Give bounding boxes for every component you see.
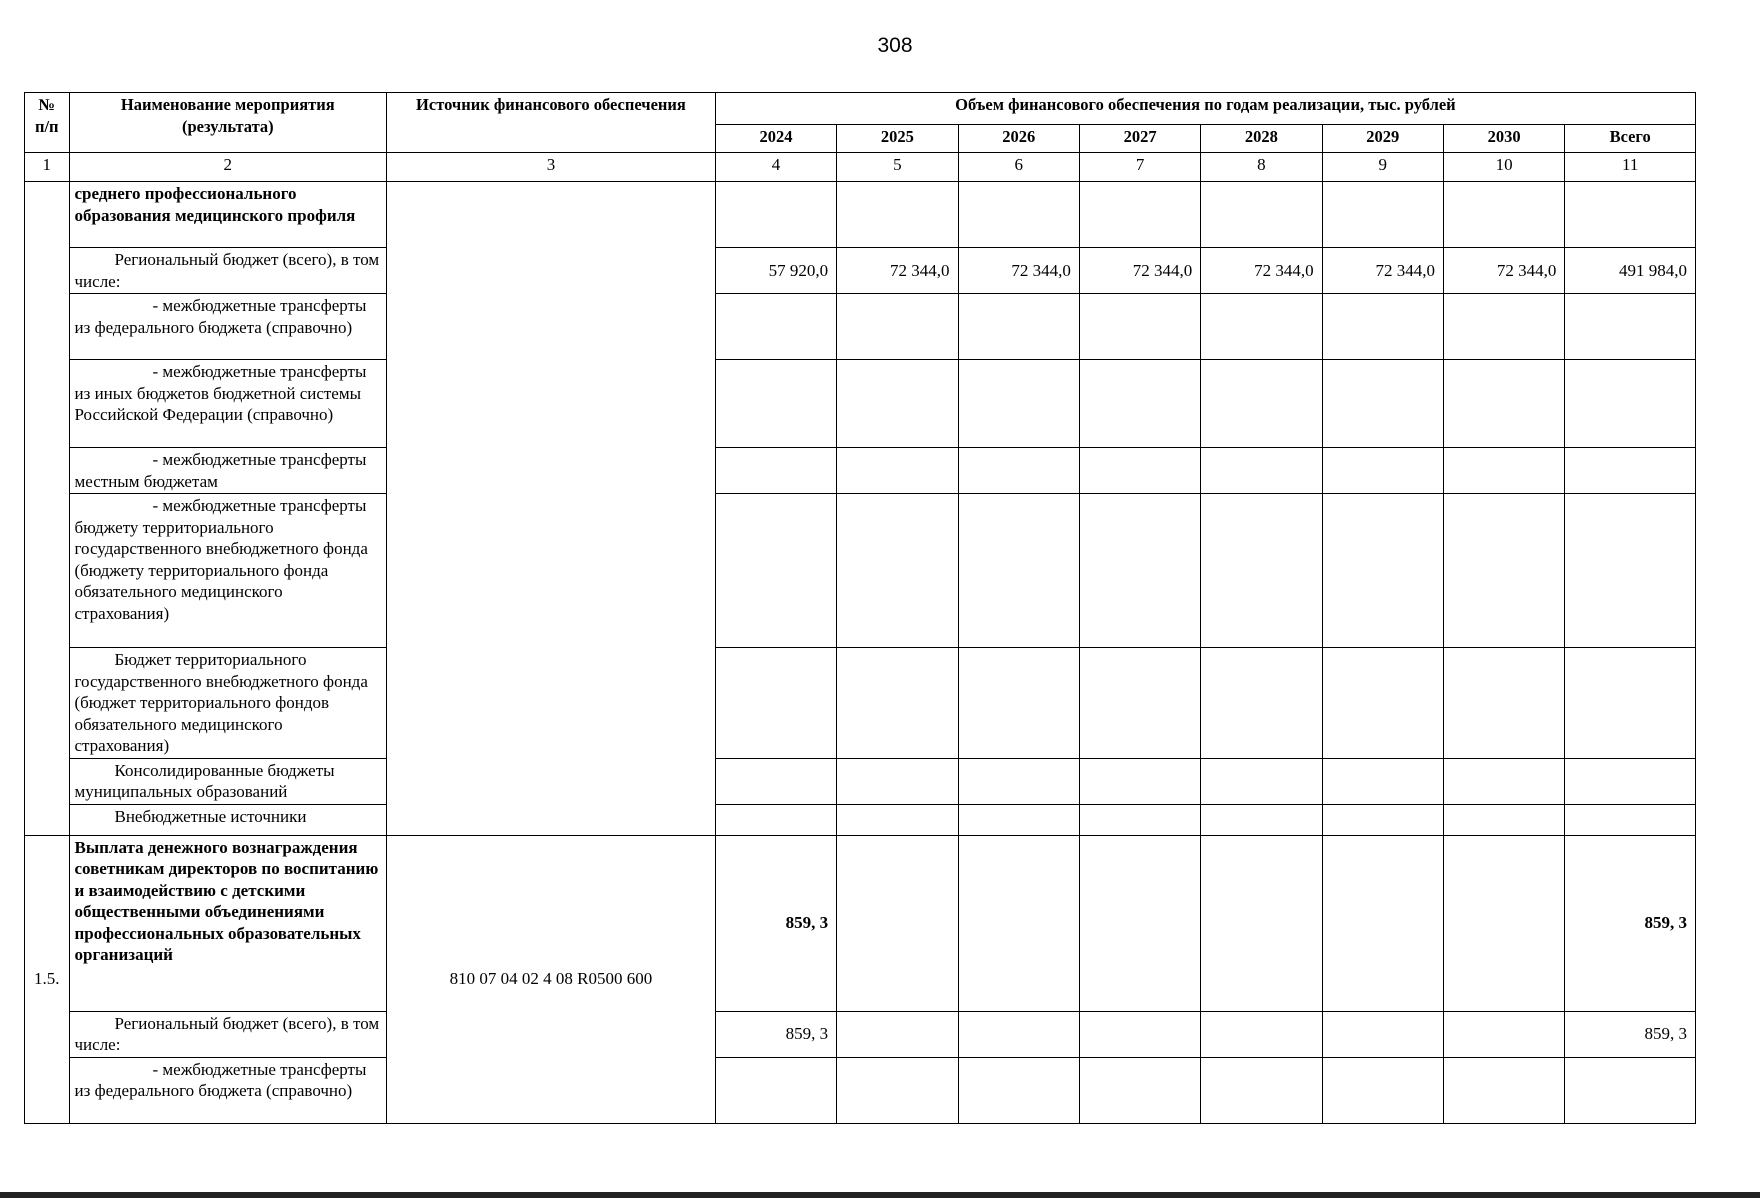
value-total: 859, 3 [1565,1011,1696,1057]
table-row [25,448,1696,494]
table-row [25,248,1696,294]
event-title: Выплата денежного вознаграждения советникам директоров по воспитанию и взаимодействию с детскими общественными объединениями профессиональных образовательных организаций [69,835,387,1011]
row-label: Бюджет территориального государственного внебюджетного фонда (бюджет территориального фондов обязательного медицинского страхования) [69,648,387,759]
header-col-source: Источник финансового обеспечения [387,93,716,153]
header-year: 2024 [715,125,836,153]
header-year: 2030 [1443,125,1564,153]
table-row [25,1057,1696,1123]
page-number: 308 [877,34,913,57]
row-label: Внебюджетные источники [69,804,387,835]
column-number: 8 [1201,153,1322,182]
source-cell [387,182,716,836]
column-number: 3 [387,153,716,182]
row-label: Консолидированные бюджеты муниципальных образований [69,758,387,804]
header-col-number: № п/п [25,93,70,153]
value-2027: 72 344,0 [1079,248,1200,294]
value-total: 491 984,0 [1565,248,1696,294]
value-total: 859, 3 [1565,835,1696,1011]
row-label: Региональный бюджет (всего), в том числе: [69,1011,387,1057]
value-2030: 72 344,0 [1443,248,1564,294]
header-col-name: Наименование мероприятия (результата) [69,93,387,153]
header-row-1 [25,93,1696,125]
column-number: 7 [1079,153,1200,182]
header-year: 2025 [837,125,958,153]
row-label: Региональный бюджет (всего), в том числе: [69,248,387,294]
table-row [25,648,1696,759]
table-row [25,494,1696,648]
source-code: 810 07 04 02 4 08 R0500 600 [387,835,716,1123]
row-label: - межбюджетные трансферты местным бюджетам [69,448,387,494]
value-2026: 72 344,0 [958,248,1079,294]
financing-table [24,92,1696,1124]
row-label: - межбюджетные трансферты бюджету территориального государственного внебюджетного фонда (бюджету территориального фонда обязательного медицинского страхования) [69,494,387,648]
header-year: 2026 [958,125,1079,153]
value-2024: 57 920,0 [715,248,836,294]
table-row [25,182,1696,248]
column-number: 1 [25,153,70,182]
row-index-cell [25,182,70,836]
value-2025: 72 344,0 [837,248,958,294]
value-2029: 72 344,0 [1322,248,1443,294]
row-label: - межбюджетные трансферты из иных бюджетов бюджетной системы Российской Федерации (справочно) [69,360,387,448]
column-number: 2 [69,153,387,182]
table-row [25,1011,1696,1057]
row-label: - межбюджетные трансферты из федерального бюджета (справочно) [69,294,387,360]
value-2028: 72 344,0 [1201,248,1322,294]
column-number: 11 [1565,153,1696,182]
header-year: 2028 [1201,125,1322,153]
column-numbers-row [25,153,1696,182]
value-2024: 859, 3 [715,835,836,1011]
column-number: 10 [1443,153,1564,182]
event-title: среднего профессионального образования медицинского профиля [69,182,387,248]
table-row [25,804,1696,835]
header-year: 2027 [1079,125,1200,153]
table-row [25,758,1696,804]
table-row [25,835,1696,1011]
header-total: Всего [1565,125,1696,153]
column-number: 6 [958,153,1079,182]
value-2024: 859, 3 [715,1011,836,1057]
table-row [25,360,1696,448]
page-bottom-rule [0,1192,1760,1198]
column-number: 4 [715,153,836,182]
table-row [25,294,1696,360]
header-year: 2029 [1322,125,1443,153]
row-index: 1.5. [25,835,70,1123]
column-number: 5 [837,153,958,182]
row-label: - межбюджетные трансферты из федерального бюджета (справочно) [69,1057,387,1123]
header-col-volume: Объем финансового обеспечения по годам реализации, тыс. рублей [715,93,1695,125]
column-number: 9 [1322,153,1443,182]
